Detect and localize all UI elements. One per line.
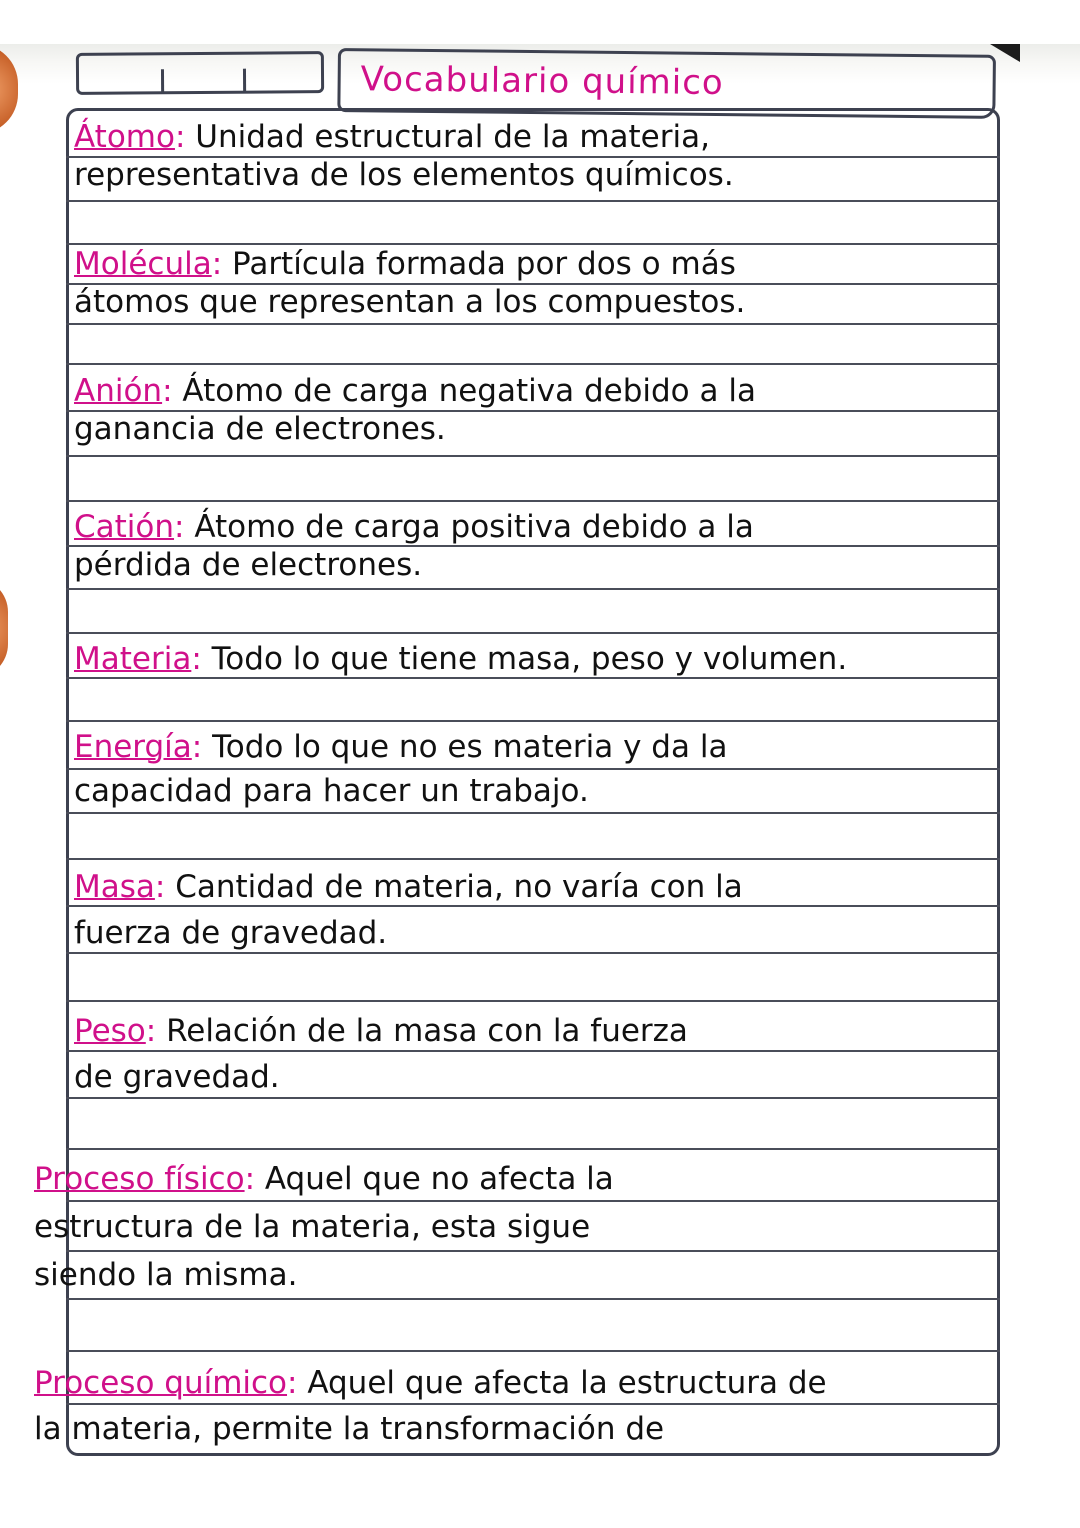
entry-term: Materia xyxy=(74,641,192,677)
entry-definition-line: ganancia de electrones. xyxy=(74,411,446,447)
entry-term: Peso xyxy=(74,1013,146,1049)
ruled-line xyxy=(66,1298,1000,1300)
date-separator xyxy=(161,69,164,93)
entry-definition-line: Unidad estructural de la materia, xyxy=(195,119,710,155)
ruled-line xyxy=(66,363,1000,365)
vocab-entry-molecula: Molécula: Partícula formada por dos o más átomos que representan a los compuestos. xyxy=(74,246,746,320)
ruled-line xyxy=(66,1148,1000,1150)
ruled-line xyxy=(66,720,1000,722)
entry-term: Anión xyxy=(74,373,163,409)
entry-definition-line: Cantidad de materia, no varía con la xyxy=(175,869,743,905)
entry-definition-line: átomos que representan a los compuestos. xyxy=(74,284,746,320)
entry-definition-line: fuerza de gravedad. xyxy=(74,915,388,951)
entry-definition-line: Átomo de carga positiva debido a la xyxy=(194,509,754,545)
entry-definition-line: Átomo de carga negativa debido a la xyxy=(182,373,756,409)
ruled-line xyxy=(66,455,1000,457)
vocab-entry-masa: Masa: Cantidad de materia, no varía con la fuerza de gravedad. xyxy=(74,869,743,951)
vocab-entry-proceso-quimico: Proceso químico: Aquel que afecta la estructura de la materia, permite la transformación de xyxy=(34,1365,827,1447)
vocab-entry-energia: Energía: Todo lo que no es materia y da la capacidad para hacer un trabajo. xyxy=(74,729,728,809)
entry-definition-line: pérdida de electrones. xyxy=(74,547,423,583)
vocab-entry-cation: Catión: Átomo de carga positiva debido a la pérdida de electrones. xyxy=(74,509,754,583)
entry-definition-line: Todo lo que tiene masa, peso y volumen. xyxy=(211,641,848,677)
entry-definition-line: Relación de la masa con la fuerza xyxy=(166,1013,688,1049)
vocab-entry-atomo: Átomo: Unidad estructural de la materia, representativa de los elementos químicos. xyxy=(74,119,734,193)
ruled-line xyxy=(66,1097,1000,1099)
ruled-line xyxy=(66,632,1000,634)
vocab-entry-peso: Peso: Relación de la masa con la fuerza de gravedad. xyxy=(74,1013,688,1095)
vocab-entry-proceso-fisico: Proceso físico: Aquel que no afecta la estructura de la materia, esta sigue siendo la misma. xyxy=(34,1161,614,1293)
ruled-line xyxy=(66,812,1000,814)
entry-definition-line: la materia, permite la transformación de xyxy=(34,1411,665,1447)
entry-definition-line: representativa de los elementos químicos. xyxy=(74,157,734,193)
ruled-line xyxy=(66,858,1000,860)
date-separator xyxy=(243,69,246,93)
ruled-line xyxy=(66,588,1000,590)
ruled-line xyxy=(66,323,1000,325)
vocab-entry-anion: Anión: Átomo de carga negativa debido a la ganancia de electrones. xyxy=(74,373,756,447)
page-title: Vocabulario químico xyxy=(360,59,724,104)
date-box xyxy=(76,51,324,95)
entry-definition-line: Todo lo que no es materia y da la xyxy=(212,729,728,765)
entry-term: Molécula xyxy=(74,246,212,282)
entry-term: Catión xyxy=(74,509,175,545)
vocab-entry-materia: Materia: Todo lo que tiene masa, peso y volumen. xyxy=(74,641,848,677)
entry-definition-line: siendo la misma. xyxy=(34,1257,298,1293)
entry-definition-line: Aquel que no afecta la xyxy=(264,1161,614,1197)
entry-term: Energía xyxy=(74,729,192,765)
ruled-line xyxy=(66,500,1000,502)
ruled-line xyxy=(66,1350,1000,1352)
entry-term: Átomo xyxy=(74,119,175,155)
ruled-line xyxy=(66,200,1000,202)
ruled-line xyxy=(66,952,1000,954)
entry-definition-line: de gravedad. xyxy=(74,1059,280,1095)
ruled-line xyxy=(66,1000,1000,1002)
entry-term: Proceso físico xyxy=(34,1161,245,1197)
entry-term: Proceso químico xyxy=(34,1365,288,1401)
entry-definition-line: Aquel que afecta la estructura de xyxy=(307,1365,827,1401)
entry-term: Masa xyxy=(74,869,155,905)
entry-definition-line: capacidad para hacer un trabajo. xyxy=(74,773,589,809)
entry-definition-line: estructura de la materia, esta sigue xyxy=(34,1209,591,1245)
photo-background xyxy=(0,0,1080,44)
entry-definition-line: Partícula formada por dos o más xyxy=(232,246,736,282)
